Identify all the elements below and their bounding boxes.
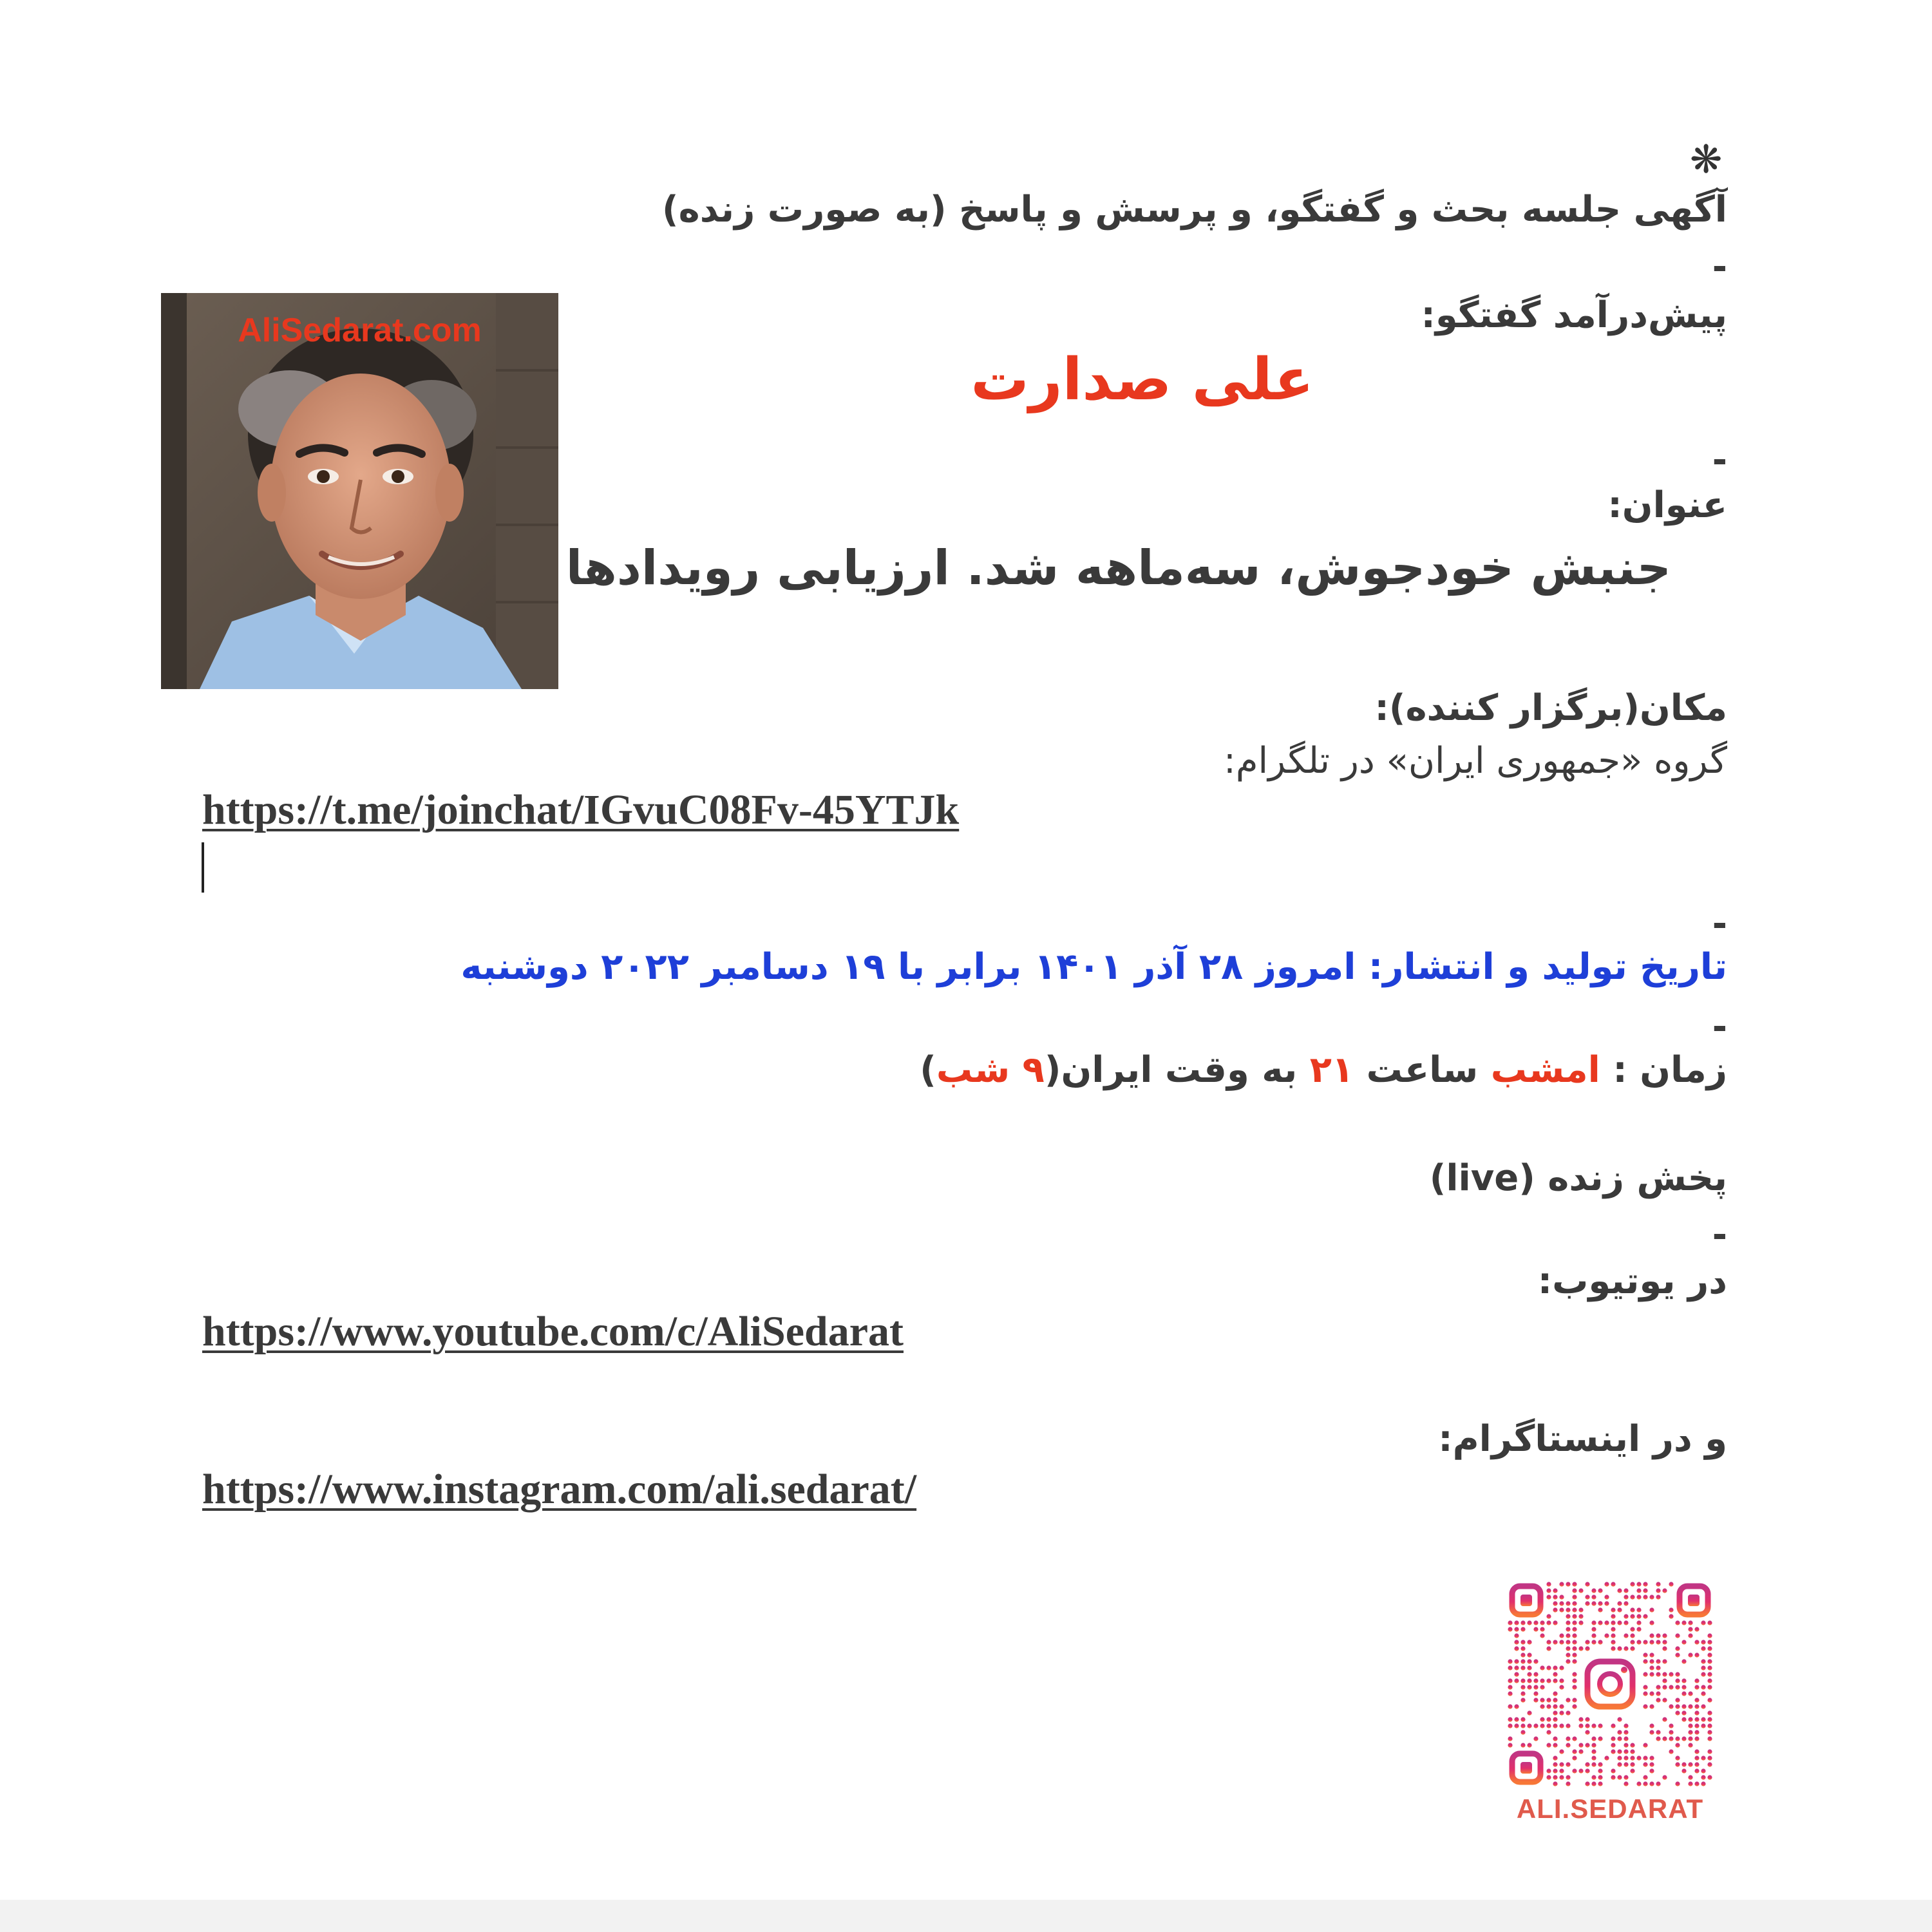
time-hour-word: ساعت [1354,1049,1491,1091]
live-broadcast: پخش زنده (live) [1429,1157,1727,1199]
qr-caption: ALI.SEDARAT [1516,1794,1704,1824]
page-bottom-band [0,1900,1932,1932]
instagram-link[interactable]: https://www.instagram.com/ali.sedarat/ [202,1466,917,1513]
speaker-portrait [161,293,558,689]
time-hour: ۲۱ [1309,1049,1354,1091]
broadcast-time [920,1045,1727,1096]
separator: - [1712,1214,1727,1256]
text-cursor [202,842,204,893]
separator: - [1712,439,1727,481]
venue-label: مکان(برگزار کننده): [1374,687,1727,729]
topic-title: جنبش خودجوش، سه‌ماهه شد. ارزیابی رویدادها [565,540,1671,596]
star-icon: ❋ [1690,137,1723,182]
separator: - [1712,1006,1727,1048]
portrait-watermark: AliSedarat.com [238,312,482,349]
time-tonight: امشب [1490,1049,1600,1091]
time-close: ) [920,1049,936,1091]
separator: - [1712,246,1727,288]
separator: - [1712,903,1727,945]
announcement-title: آگهی جلسه بحث و گفتگو، و پرسش و پاسخ (به صورت زنده) [662,189,1727,231]
time-prefix: زمان : [1600,1049,1727,1091]
instagram-qr-code [1507,1581,1713,1787]
instagram-label: و در اینستاگرام: [1438,1418,1727,1460]
venue-group-line: گروه «جمهوری ایران» در تلگرام: [1223,740,1727,782]
time-nine-pm: ۹ شب [936,1049,1045,1091]
publication-date: تاریخ تولید و انتشار: امروز ۲۸ آذر ۱۴۰۱ برابر با ۱۹ دسامبر ۲۰۲۲ دوشنبه [460,946,1727,988]
youtube-link[interactable]: https://www.youtube.com/c/AliSedarat [202,1308,904,1355]
topic-label: عنوان: [1607,484,1727,526]
time-iran: به وقت ایران( [1044,1049,1310,1091]
speaker-name: علی صدارت [971,346,1314,413]
telegram-link[interactable]: https://t.me/joinchat/IGvuC08Fv-45YTJk [202,786,960,833]
youtube-label: در یوتیوب: [1537,1260,1727,1302]
intro-label: پیش‌درآمد گفتگو: [1421,294,1727,336]
